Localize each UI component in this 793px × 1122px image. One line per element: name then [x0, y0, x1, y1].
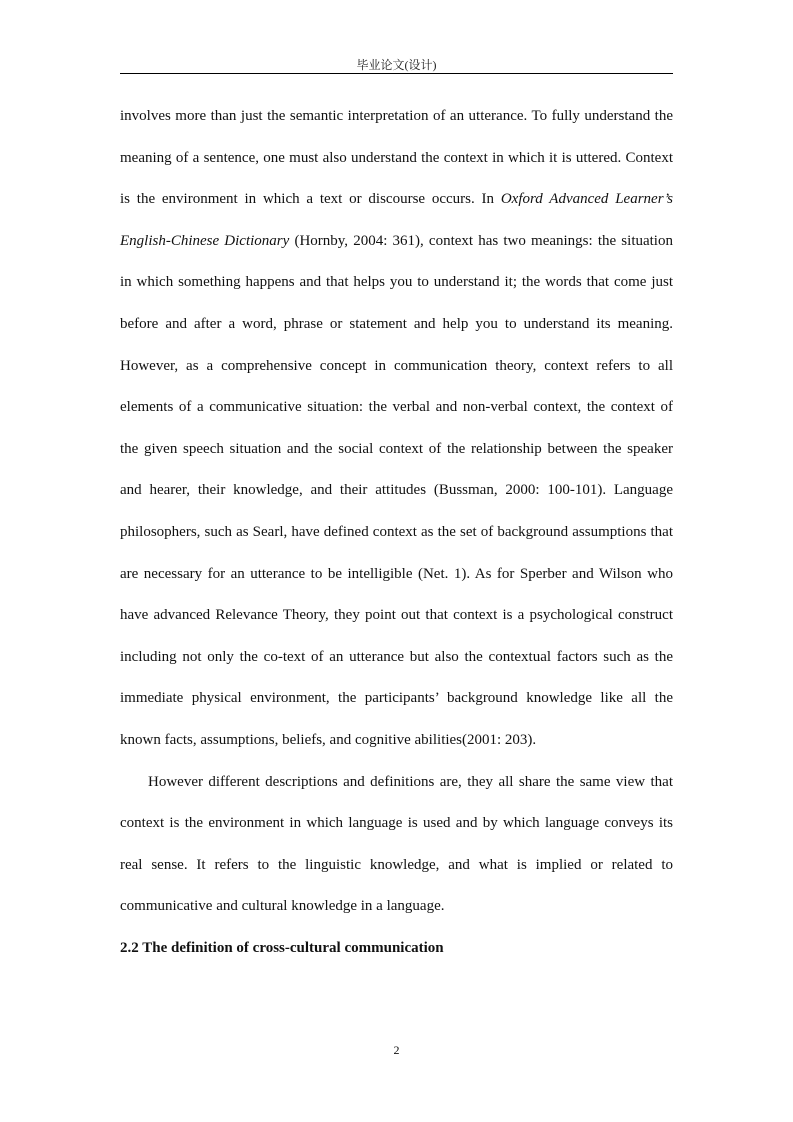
- paragraph-1-text-start: involves more than just the semantic interpretation of an utterance. To fully understand the meaning of a sentence, one must also understand the context in which it is uttered. Context is the environment in which a text or discourse occurs. In: [120, 108, 673, 208]
- body-paragraph-2: However different descriptions and definitions are, they all share the same view that context is the environment in which language is used and by which language conveys its real sense. It refers to the linguistic knowledge, and what is implied or related to communicative and cultural knowledge in a language.: [120, 773, 673, 915]
- document-body: [120, 96, 673, 969]
- page-header: 毕业论文(设计): [356, 58, 437, 72]
- section-heading: 2.2 The definition of cross-cultural communication: [120, 939, 444, 956]
- header-rule: [120, 73, 673, 74]
- paragraph-1-text-end: (Hornby, 2004: 361), context has two meanings: the situation in which something happens and that helps you to understand it; the words that come just before and after a word, phrase or statement and help you to understand its meaning. However, as a comprehensive concept in communication theory, context refers to all elements of a communicative situation: the verbal and non-verbal context, the context of the given speech situation and the social context of the relationship between the speaker and hearer, their knowledge, and their attitudes (Bussman, 2000: 100-101). Language philosophers, such as Searl, have defined context as the set of background assumptions that are necessary for an utterance to be intelligible (Net. 1). As for Sperber and Wilson who have advanced Relevance Theory, they point out that context is a psychological construct including not only the co-text of an utterance but also the contextual factors such as the immediate physical environment, the participants’ background knowledge like all the known facts, assumptions, beliefs, and cognitive abilities(2001: 203).: [120, 232, 673, 748]
- dictionary-title: Oxford Advanced Learner’s English-Chinese Dictionary: [120, 191, 673, 249]
- body-paragraph-1: [120, 96, 673, 762]
- page-number: 2: [393, 1043, 400, 1057]
